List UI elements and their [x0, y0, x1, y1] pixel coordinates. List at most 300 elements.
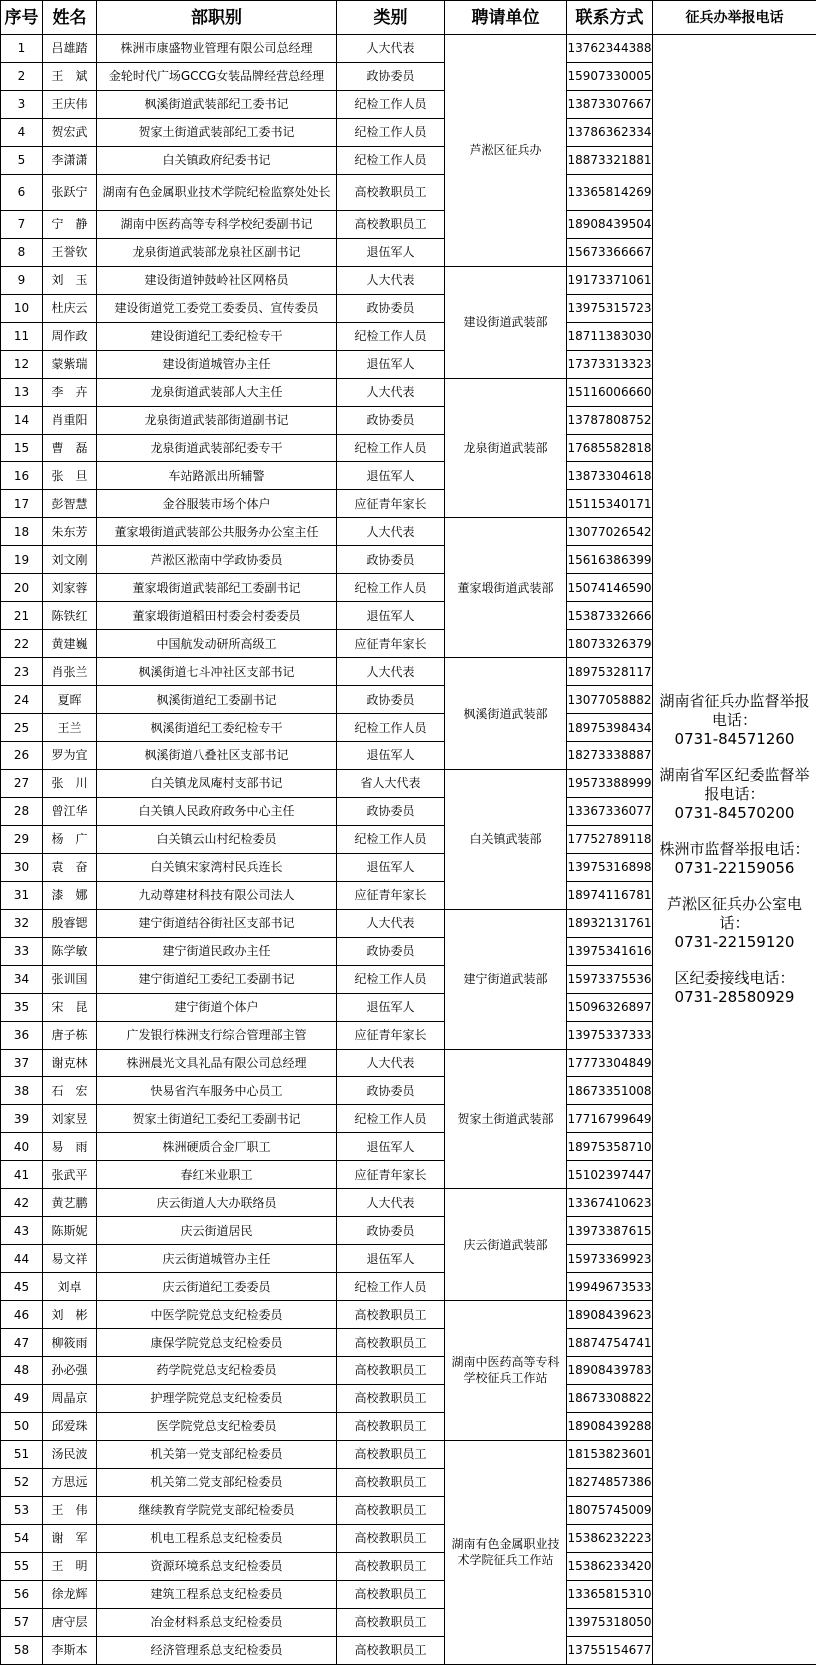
- row-name: 谢克林: [43, 1049, 97, 1077]
- row-index: 40: [1, 1133, 43, 1161]
- row-phone: 15386233420: [567, 1552, 653, 1580]
- row-name: 李 卉: [43, 378, 97, 406]
- row-index: 53: [1, 1496, 43, 1524]
- row-index: 54: [1, 1524, 43, 1552]
- row-phone: 18075745009: [567, 1496, 653, 1524]
- row-position: 白关镇云山村纪检委员: [97, 825, 337, 853]
- row-name: 柳筱雨: [43, 1329, 97, 1357]
- row-name: 袁 奋: [43, 853, 97, 881]
- row-category: 政协委员: [337, 294, 445, 322]
- row-category: 政协委员: [337, 797, 445, 825]
- table-row: [1, 35, 816, 63]
- row-name: 王兰: [43, 714, 97, 742]
- row-position: 建宁街道个体户: [97, 993, 337, 1021]
- row-index: 41: [1, 1161, 43, 1189]
- row-index: 26: [1, 742, 43, 770]
- row-position: 经济管理系总支纪检委员: [97, 1636, 337, 1664]
- row-phone: 13755154677: [567, 1636, 653, 1664]
- row-category: 人大代表: [337, 35, 445, 63]
- row-phone: 13975341616: [567, 937, 653, 965]
- hiring-unit: 芦淞区征兵办: [445, 35, 567, 267]
- row-category: 高校教职员工: [337, 1580, 445, 1608]
- row-position: 庆云街道居民: [97, 1217, 337, 1245]
- row-name: 彭智慧: [43, 490, 97, 518]
- row-index: 28: [1, 797, 43, 825]
- row-category: 高校教职员工: [337, 1468, 445, 1496]
- row-position: 庆云街道人大办联络员: [97, 1189, 337, 1217]
- row-name: 贺宏武: [43, 118, 97, 146]
- row-index: 21: [1, 602, 43, 630]
- row-name: 陈斯妮: [43, 1217, 97, 1245]
- row-position: 贺家土街道武装部纪工委书记: [97, 118, 337, 146]
- row-phone: 19949673533: [567, 1273, 653, 1301]
- row-index: 4: [1, 118, 43, 146]
- row-name: 黄建巍: [43, 630, 97, 658]
- hotline-entry: [655, 692, 814, 749]
- hiring-unit: 枫溪街道武装部: [445, 658, 567, 770]
- row-position: 建筑工程系总支纪检委员: [97, 1580, 337, 1608]
- row-position: 芦淞区淞南中学政协委员: [97, 546, 337, 574]
- row-category: 纪检工作人员: [337, 322, 445, 350]
- row-position: 机关第二党支部纪检委员: [97, 1468, 337, 1496]
- row-phone: 15973375536: [567, 965, 653, 993]
- row-name: 张训国: [43, 965, 97, 993]
- row-category: 纪检工作人员: [337, 1273, 445, 1301]
- row-category: 人大代表: [337, 1189, 445, 1217]
- row-phone: 18673351008: [567, 1077, 653, 1105]
- row-phone: 13975337333: [567, 1021, 653, 1049]
- hotline-number: 0731-28580929: [674, 988, 795, 1006]
- row-category: 纪检工作人员: [337, 714, 445, 742]
- row-index: 42: [1, 1189, 43, 1217]
- row-name: 周作政: [43, 322, 97, 350]
- row-phone: 13973387615: [567, 1217, 653, 1245]
- row-category: 高校教职员工: [337, 1412, 445, 1440]
- row-position: 中医学院党总支纪检委员: [97, 1301, 337, 1329]
- hiring-unit: 贺家土街道武装部: [445, 1049, 567, 1189]
- row-name: 宋 昆: [43, 993, 97, 1021]
- row-phone: 18673308822: [567, 1384, 653, 1412]
- row-index: 56: [1, 1580, 43, 1608]
- hotline-number: 0731-84571260: [674, 730, 795, 748]
- row-category: 政协委员: [337, 686, 445, 714]
- row-index: 7: [1, 210, 43, 238]
- row-category: 退伍军人: [337, 462, 445, 490]
- row-category: 应征青年家长: [337, 1161, 445, 1189]
- row-position: 资源环境系总支纪检委员: [97, 1552, 337, 1580]
- row-position: 建宁街道结谷街社区支部书记: [97, 909, 337, 937]
- row-name: 张武平: [43, 1161, 97, 1189]
- row-name: 王 明: [43, 1552, 97, 1580]
- row-name: 王誉钦: [43, 238, 97, 266]
- row-position: 白关镇宋家湾村民兵连长: [97, 853, 337, 881]
- row-index: 14: [1, 406, 43, 434]
- row-name: 易 雨: [43, 1133, 97, 1161]
- row-phone: 15973369923: [567, 1245, 653, 1273]
- row-phone: 18908439504: [567, 210, 653, 238]
- row-phone: 13787808752: [567, 406, 653, 434]
- row-name: 易文祥: [43, 1245, 97, 1273]
- row-index: 36: [1, 1021, 43, 1049]
- row-phone: 18274857386: [567, 1468, 653, 1496]
- row-position: 建设街道纪工委纪检专干: [97, 322, 337, 350]
- row-category: 应征青年家长: [337, 881, 445, 909]
- row-name: 刘家昱: [43, 1105, 97, 1133]
- row-phone: 13975316898: [567, 853, 653, 881]
- hotline-entry: [655, 840, 814, 878]
- row-phone: 13365814269: [567, 174, 653, 210]
- row-name: 张 旦: [43, 462, 97, 490]
- row-phone: 18908439783: [567, 1356, 653, 1384]
- row-phone: 18711383030: [567, 322, 653, 350]
- row-category: 纪检工作人员: [337, 434, 445, 462]
- row-name: 陈学敏: [43, 937, 97, 965]
- hotline-label: 芦淞区征兵办公室电话：: [666, 895, 802, 932]
- row-category: 纪检工作人员: [337, 825, 445, 853]
- hotline-entry: [655, 969, 814, 1007]
- row-phone: 13365815310: [567, 1580, 653, 1608]
- row-position: 庆云街道纪工委委员: [97, 1273, 337, 1301]
- row-position: 湖南有色金属职业技术学院纪检监察处处长: [97, 174, 337, 210]
- row-index: 15: [1, 434, 43, 462]
- row-position: 广发银行株洲支行综合管理部主管: [97, 1021, 337, 1049]
- row-phone: 18975398434: [567, 714, 653, 742]
- row-index: 49: [1, 1384, 43, 1412]
- row-position: 枫溪街道八叠社区支部书记: [97, 742, 337, 770]
- row-position: 金轮时代广场GCCG女装品牌经营总经理: [97, 62, 337, 90]
- row-phone: 15116006660: [567, 378, 653, 406]
- row-name: 曹 磊: [43, 434, 97, 462]
- row-category: 高校教职员工: [337, 1301, 445, 1329]
- hotline-label: 湖南省军区纪委监督举报电话：: [659, 766, 810, 803]
- row-name: 肖重阳: [43, 406, 97, 434]
- row-position: 冶金材料系总支纪检委员: [97, 1608, 337, 1636]
- row-position: 继续教育学院党支部纪检委员: [97, 1496, 337, 1524]
- row-phone: 13873307667: [567, 90, 653, 118]
- row-name: 周晶京: [43, 1384, 97, 1412]
- row-phone: 15386232223: [567, 1524, 653, 1552]
- row-category: 高校教职员工: [337, 1608, 445, 1636]
- row-category: 高校教职员工: [337, 174, 445, 210]
- header-row: [1, 1, 816, 35]
- row-phone: 18974116781: [567, 881, 653, 909]
- row-index: 18: [1, 518, 43, 546]
- hotline-number: 0731-84570200: [674, 804, 795, 822]
- row-index: 5: [1, 146, 43, 174]
- row-name: 方思远: [43, 1468, 97, 1496]
- row-name: 曾江华: [43, 797, 97, 825]
- row-name: 石 宏: [43, 1077, 97, 1105]
- row-index: 8: [1, 238, 43, 266]
- row-phone: 17752789118: [567, 825, 653, 853]
- row-index: 31: [1, 881, 43, 909]
- row-name: 肖张兰: [43, 658, 97, 686]
- row-index: 1: [1, 35, 43, 63]
- row-index: 12: [1, 350, 43, 378]
- row-name: 唐守层: [43, 1608, 97, 1636]
- row-position: 董家塅街道武装部纪工委副书记: [97, 574, 337, 602]
- row-name: 杨 广: [43, 825, 97, 853]
- row-position: 白关镇政府纪委书记: [97, 146, 337, 174]
- row-category: 纪检工作人员: [337, 90, 445, 118]
- row-name: 徐龙辉: [43, 1580, 97, 1608]
- row-position: 中国航发动研所高级工: [97, 630, 337, 658]
- row-name: 王庆伟: [43, 90, 97, 118]
- row-name: 王 斌: [43, 62, 97, 90]
- row-index: 39: [1, 1105, 43, 1133]
- row-index: 44: [1, 1245, 43, 1273]
- row-position: 金谷服装市场个体户: [97, 490, 337, 518]
- row-category: 人大代表: [337, 378, 445, 406]
- row-index: 51: [1, 1440, 43, 1468]
- row-position: 株洲市康盛物业管理有限公司总经理: [97, 35, 337, 63]
- row-index: 32: [1, 909, 43, 937]
- row-category: 省人大代表: [337, 769, 445, 797]
- row-phone: 13367410623: [567, 1189, 653, 1217]
- row-phone: 17716799649: [567, 1105, 653, 1133]
- row-category: 政协委员: [337, 62, 445, 90]
- row-category: 退伍军人: [337, 742, 445, 770]
- row-index: 55: [1, 1552, 43, 1580]
- row-category: 纪检工作人员: [337, 574, 445, 602]
- header-position: 部职别: [97, 1, 337, 35]
- row-index: 16: [1, 462, 43, 490]
- row-position: 枫溪街道纪工委副书记: [97, 686, 337, 714]
- hotline-number: 0731-22159056: [674, 859, 795, 877]
- row-category: 政协委员: [337, 937, 445, 965]
- row-index: 50: [1, 1412, 43, 1440]
- row-phone: 19173371061: [567, 266, 653, 294]
- row-position: 建设街道党工委党工委委员、宣传委员: [97, 294, 337, 322]
- row-position: 快易省汽车服务中心员工: [97, 1077, 337, 1105]
- row-phone: 15074146590: [567, 574, 653, 602]
- hotline-entry: [655, 895, 814, 952]
- row-position: 机电工程系总支纪检委员: [97, 1524, 337, 1552]
- row-category: 应征青年家长: [337, 630, 445, 658]
- row-position: 株洲晨光文具礼品有限公司总经理: [97, 1049, 337, 1077]
- row-category: 高校教职员工: [337, 1524, 445, 1552]
- row-index: 10: [1, 294, 43, 322]
- row-index: 19: [1, 546, 43, 574]
- hiring-unit: 建设街道武装部: [445, 266, 567, 378]
- table-body: [1, 35, 816, 1665]
- row-category: 政协委员: [337, 406, 445, 434]
- row-index: 9: [1, 266, 43, 294]
- row-index: 48: [1, 1356, 43, 1384]
- row-index: 17: [1, 490, 43, 518]
- header-category: 类别: [337, 1, 445, 35]
- row-category: 高校教职员工: [337, 1552, 445, 1580]
- row-phone: 18932131761: [567, 909, 653, 937]
- hiring-unit: 白关镇武装部: [445, 769, 567, 909]
- row-category: 高校教职员工: [337, 210, 445, 238]
- hotline-list: [653, 35, 816, 1665]
- row-index: 57: [1, 1608, 43, 1636]
- row-category: 人大代表: [337, 1049, 445, 1077]
- header-unit: 聘请单位: [445, 1, 567, 35]
- row-name: 夏晖: [43, 686, 97, 714]
- row-position: 龙泉街道武装部街道副书记: [97, 406, 337, 434]
- header-name: 姓名: [43, 1, 97, 35]
- row-phone: 18273338887: [567, 742, 653, 770]
- row-category: 退伍军人: [337, 1133, 445, 1161]
- row-category: 人大代表: [337, 266, 445, 294]
- row-category: 纪检工作人员: [337, 1105, 445, 1133]
- row-index: 43: [1, 1217, 43, 1245]
- row-name: 李斯本: [43, 1636, 97, 1664]
- row-index: 33: [1, 937, 43, 965]
- header-index: 序号: [1, 1, 43, 35]
- row-name: 唐子栋: [43, 1021, 97, 1049]
- row-index: 6: [1, 174, 43, 210]
- row-name: 刘 彬: [43, 1301, 97, 1329]
- row-category: 高校教职员工: [337, 1636, 445, 1664]
- row-index: 24: [1, 686, 43, 714]
- row-phone: 18908439623: [567, 1301, 653, 1329]
- row-index: 37: [1, 1049, 43, 1077]
- row-position: 株洲硬质合金厂职工: [97, 1133, 337, 1161]
- row-phone: 13367336077: [567, 797, 653, 825]
- row-index: 58: [1, 1636, 43, 1664]
- row-phone: 17773304849: [567, 1049, 653, 1077]
- row-position: 枫溪街道纪工委纪检专干: [97, 714, 337, 742]
- row-index: 2: [1, 62, 43, 90]
- row-name: 殷睿锶: [43, 909, 97, 937]
- row-name: 刘文刚: [43, 546, 97, 574]
- row-position: 九动尊建材科技有限公司法人: [97, 881, 337, 909]
- row-index: 3: [1, 90, 43, 118]
- row-category: 政协委员: [337, 1077, 445, 1105]
- row-name: 邱爱珠: [43, 1412, 97, 1440]
- hiring-unit: 湖南有色金属职业技术学院征兵工作站: [445, 1440, 567, 1664]
- row-name: 宁 静: [43, 210, 97, 238]
- row-name: 汤民波: [43, 1440, 97, 1468]
- row-position: 龙泉街道武装部纪委专干: [97, 434, 337, 462]
- row-phone: 15096326897: [567, 993, 653, 1021]
- row-index: 25: [1, 714, 43, 742]
- row-phone: 18153823601: [567, 1440, 653, 1468]
- row-name: 孙必强: [43, 1356, 97, 1384]
- row-phone: 13077058882: [567, 686, 653, 714]
- row-position: 龙泉街道武装部人大主任: [97, 378, 337, 406]
- hiring-unit: 龙泉街道武装部: [445, 378, 567, 518]
- row-name: 朱东芳: [43, 518, 97, 546]
- row-index: 34: [1, 965, 43, 993]
- row-phone: 13786362334: [567, 118, 653, 146]
- row-phone: 18873321881: [567, 146, 653, 174]
- row-position: 护理学院党总支纪检委员: [97, 1384, 337, 1412]
- row-category: 退伍军人: [337, 993, 445, 1021]
- row-name: 蒙紫瑞: [43, 350, 97, 378]
- row-name: 杜庆云: [43, 294, 97, 322]
- row-position: 枫溪街道七斗冲社区支部书记: [97, 658, 337, 686]
- row-index: 20: [1, 574, 43, 602]
- row-position: 贺家土街道纪工委纪工委副书记: [97, 1105, 337, 1133]
- row-category: 人大代表: [337, 518, 445, 546]
- row-name: 黄艺鹏: [43, 1189, 97, 1217]
- row-name: 漆 娜: [43, 881, 97, 909]
- row-category: 纪检工作人员: [337, 118, 445, 146]
- row-category: 高校教职员工: [337, 1356, 445, 1384]
- row-position: 车站路派出所辅警: [97, 462, 337, 490]
- row-phone: 15387332666: [567, 602, 653, 630]
- row-phone: 18975358710: [567, 1133, 653, 1161]
- row-position: 建设街道钟鼓岭社区网格员: [97, 266, 337, 294]
- row-index: 35: [1, 993, 43, 1021]
- hotline-label: 湖南省征兵办监督举报电话：: [659, 692, 810, 729]
- row-index: 23: [1, 658, 43, 686]
- row-index: 46: [1, 1301, 43, 1329]
- row-phone: 17685582818: [567, 434, 653, 462]
- row-position: 龙泉街道武装部龙泉社区副书记: [97, 238, 337, 266]
- hiring-unit: 湖南中医药高等专科学校征兵工作站: [445, 1301, 567, 1441]
- row-category: 纪检工作人员: [337, 965, 445, 993]
- row-index: 22: [1, 630, 43, 658]
- row-phone: 15102397447: [567, 1161, 653, 1189]
- row-name: 刘卓: [43, 1273, 97, 1301]
- row-category: 退伍军人: [337, 238, 445, 266]
- row-category: 高校教职员工: [337, 1384, 445, 1412]
- row-phone: 15907330005: [567, 62, 653, 90]
- row-position: 春红米业职工: [97, 1161, 337, 1189]
- row-phone: 15616386399: [567, 546, 653, 574]
- row-position: 董家塅街道武装部公共服务办公室主任: [97, 518, 337, 546]
- row-name: 罗为宜: [43, 742, 97, 770]
- row-index: 11: [1, 322, 43, 350]
- row-position: 药学院党总支纪检委员: [97, 1356, 337, 1384]
- hotline-label: 区纪委接线电话：: [674, 969, 795, 987]
- row-name: 刘 玉: [43, 266, 97, 294]
- row-name: 吕雄踏: [43, 35, 97, 63]
- row-position: 枫溪街道武装部纪工委书记: [97, 90, 337, 118]
- hiring-unit: 建宁街道武装部: [445, 909, 567, 1049]
- row-category: 退伍军人: [337, 350, 445, 378]
- row-phone: 13873304618: [567, 462, 653, 490]
- row-category: 高校教职员工: [337, 1440, 445, 1468]
- row-position: 建宁街道民政办主任: [97, 937, 337, 965]
- row-index: 45: [1, 1273, 43, 1301]
- row-name: 李潇潇: [43, 146, 97, 174]
- header-contact: 联系方式: [567, 1, 653, 35]
- row-position: 董家塅街道稻田村委会村委委员: [97, 602, 337, 630]
- row-category: 政协委员: [337, 546, 445, 574]
- row-name: 陈铁红: [43, 602, 97, 630]
- row-phone: 18874754741: [567, 1329, 653, 1357]
- row-phone: 13077026542: [567, 518, 653, 546]
- header-hotline: 征兵办举报电话: [653, 1, 816, 35]
- hotline-number: 0731-22159120: [674, 933, 795, 951]
- row-index: 27: [1, 769, 43, 797]
- row-phone: 13975315723: [567, 294, 653, 322]
- row-position: 康保学院党总支纪检委员: [97, 1329, 337, 1357]
- row-name: 王 伟: [43, 1496, 97, 1524]
- row-category: 退伍军人: [337, 1245, 445, 1273]
- row-phone: 15673366667: [567, 238, 653, 266]
- hiring-unit: 庆云街道武装部: [445, 1189, 567, 1301]
- row-category: 政协委员: [337, 1217, 445, 1245]
- row-phone: 18073326379: [567, 630, 653, 658]
- row-phone: 19573388999: [567, 769, 653, 797]
- row-phone: 17373313323: [567, 350, 653, 378]
- row-index: 52: [1, 1468, 43, 1496]
- row-category: 退伍军人: [337, 602, 445, 630]
- row-category: 人大代表: [337, 909, 445, 937]
- hotline-label: 株洲市监督举报电话：: [659, 840, 810, 858]
- row-position: 庆云街道城管办主任: [97, 1245, 337, 1273]
- hiring-unit: 董家塅街道武装部: [445, 518, 567, 658]
- row-phone: 18908439288: [567, 1412, 653, 1440]
- row-index: 30: [1, 853, 43, 881]
